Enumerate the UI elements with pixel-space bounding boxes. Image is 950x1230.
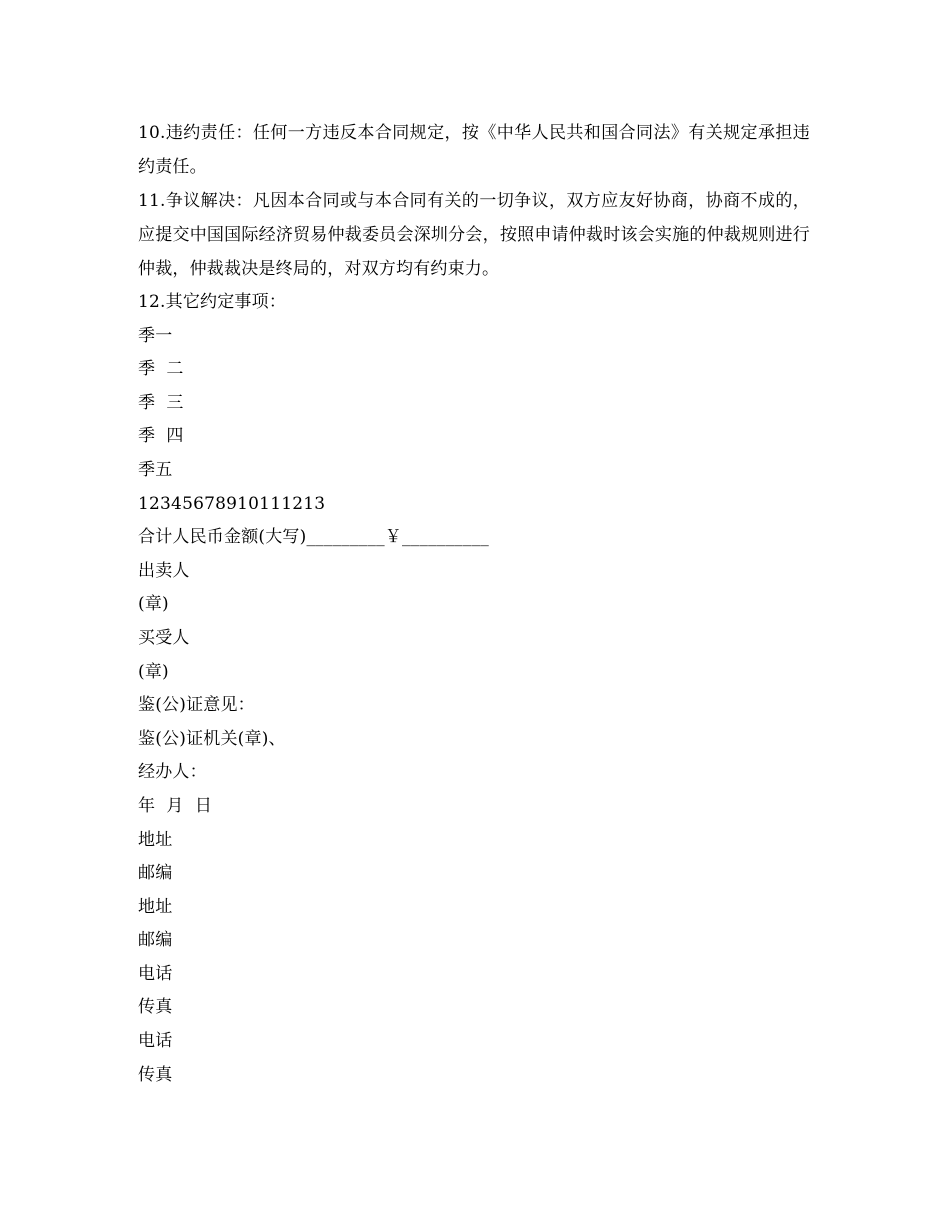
clause-12-other-terms: 12.其它约定事项： [138, 292, 287, 312]
seller-label: 出卖人 [138, 560, 190, 581]
fax-label: 传真 [138, 997, 173, 1018]
season-line: 季 四 [138, 426, 184, 447]
season-line: 季 三 [138, 392, 184, 413]
phone-label: 电话 [138, 963, 173, 984]
seal-label: (章) [138, 661, 169, 682]
number-sequence: 12345678910111213 [138, 493, 326, 514]
season-line: 季 二 [138, 359, 184, 380]
clause-10-breach-liability: 10.违约责任：任何一方违反本合同规定，按《中华人民共和国合同法》有关规定承担违约责任。 [138, 123, 810, 177]
notarization-opinion-label: 鉴(公)证意见： [138, 695, 255, 716]
postcode-label: 邮编 [138, 930, 173, 951]
buyer-label: 买受人 [138, 627, 190, 648]
season-line: 季一 [138, 325, 173, 346]
address-label: 地址 [138, 896, 173, 917]
total-amount-line: 合计人民币金额(大写)_________￥__________ [138, 527, 489, 548]
date-line: 年 月 日 [138, 795, 213, 816]
phone-label: 电话 [138, 1031, 173, 1052]
fax-label: 传真 [138, 1064, 173, 1085]
document-body [138, 116, 810, 1092]
season-line: 季五 [138, 459, 173, 480]
postcode-label: 邮编 [138, 863, 173, 884]
notarization-authority-label: 鉴(公)证机关(章)、 [138, 728, 286, 749]
clause-11-dispute-resolution: 11.争议解决：凡因本合同或与本合同有关的一切争议，双方应友好协商，协商不成的，应提交中国国际经济贸易仲裁委员会深圳分会，按照申请仲裁时该会实施的仲裁规则进行仲裁，仲裁裁决是终局的，对双方均有约束力。 [138, 191, 810, 279]
seal-label: (章) [138, 594, 169, 615]
handler-label: 经办人： [138, 762, 207, 783]
address-label: 地址 [138, 829, 173, 850]
